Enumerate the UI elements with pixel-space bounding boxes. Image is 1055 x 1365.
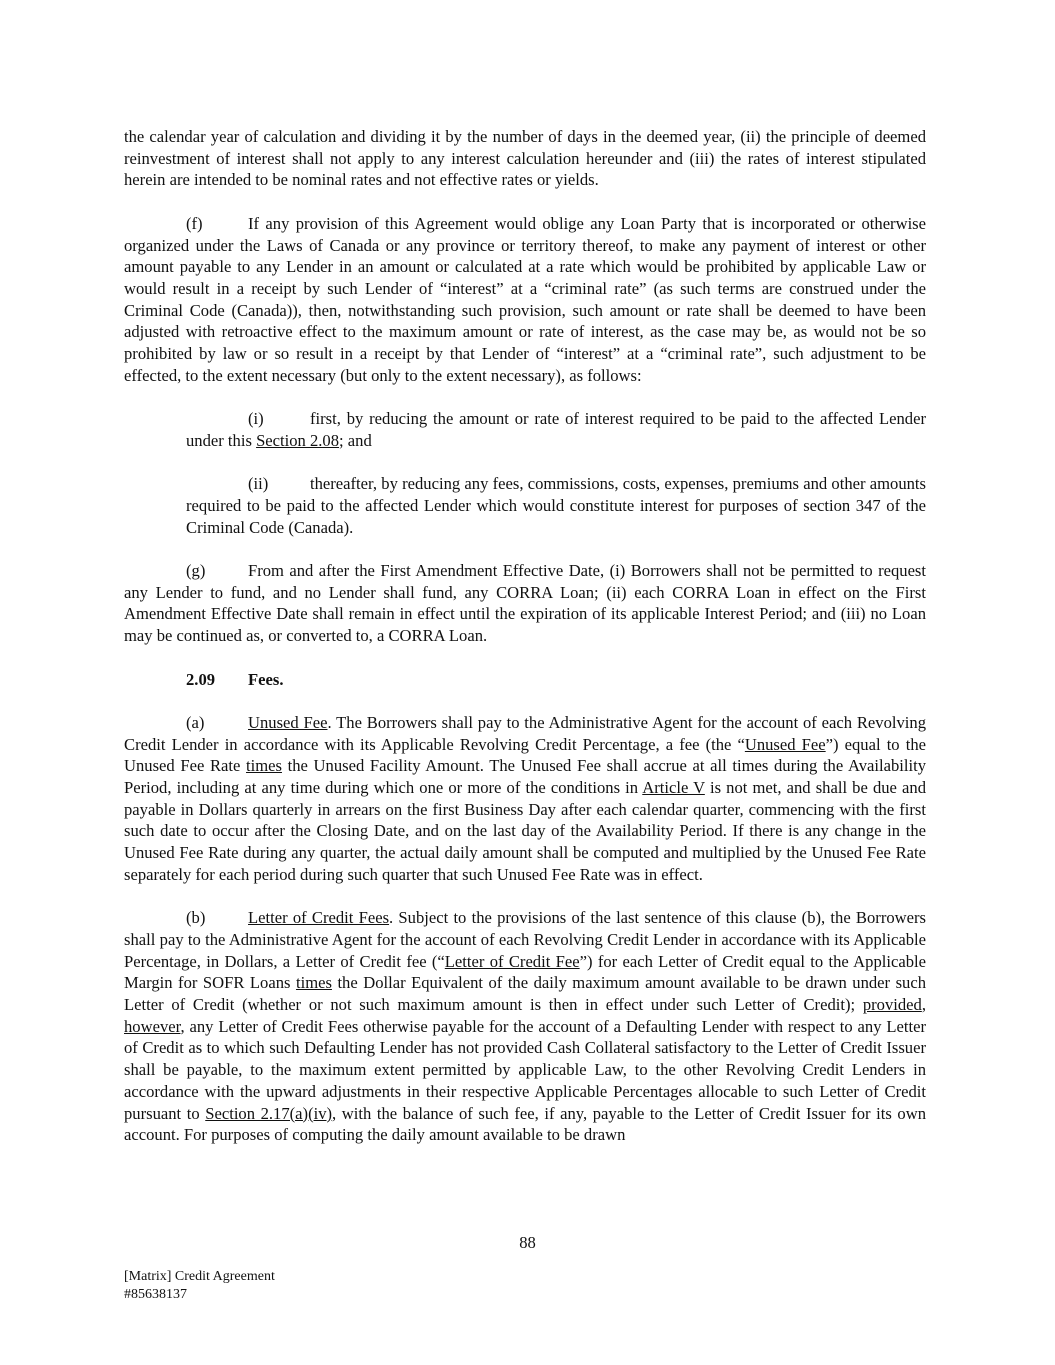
page-number: 88 (519, 1233, 536, 1252)
clause-g-label: (g) (186, 561, 206, 580)
section-2-17-ref: Section 2.17(a)(iv) (205, 1103, 333, 1123)
clause-a-label: (a) (186, 712, 205, 732)
footer-doc-id: #85638137 (124, 1286, 187, 1302)
clause-f (124, 213, 926, 387)
footer-title: [Matrix] Credit Agreement (124, 1269, 275, 1284)
clause-f-i: (i) first, by reducing the amount or rate of interest required to be paid to the affected Lender under this Section 2.08; and (186, 409, 926, 450)
clause-f-label: (f) (186, 213, 203, 233)
clause-b-label: (b) (186, 908, 206, 928)
paragraph-continuation: the calendar year of calculation and dividing it by the number of days in the deemed year, (ii) the principle of deemed reinvestment of interest shall not apply to any interest calculation hereunder and (iii) the rates of interest stipulated herein are intended to be nominal rates and not effective rates or yields. (124, 127, 926, 190)
clause-g: (g) From and after the First Amendment Effective Date, (i) Borrowers shall not be permitted to request any Lender to fund, and no Lender shall fund, any CORRA Loan; (ii) each CORRA Loan in effect on the First Amendment Effective Date shall remain in effect until the expiration of its applicable Interest Period; and (iii) no Loan may be continued as, or converted to, a CORRA Loan. (124, 561, 926, 646)
clause-a-unused-fee: (a) Unused Fee. The Borrowers shall pay to the Administrative Agent for the account of each Revolving Credit Lender in accordance with its Applicable Revolving Credit Percentage, a fee (the “Unused Fee”) equal to the Unused Fee Rate times the Unused Facility Amount. The Unused Fee shall accrue at all times during the Availability Period, including at any time during which one or more of the conditions in Article V is not met, and shall be due and payable in Dollars quarterly in arrears on the first Business Day after each calendar quarter, commencing with the first such date to occur after the Closing Date, and on the last day of the Availability Period. If there is any change in the Unused Fee Rate during any quarter, the actual daily amount shall be computed and multiplied by the Unused Fee Rate separately for each period during such quarter that such Unused Fee Rate was in effect. (124, 712, 926, 884)
article-v-ref: Article V (642, 778, 705, 797)
clause-b-lc-fees: (b) Letter of Credit Fees. Subject to the provisions of the last sentence of this clause (b), the Borrowers shall pay to the Administrative Agent for the account of each Revolving Credit Lender in accordance with its Applicable Percentage, in Dollars, a Letter of Credit fee (“Letter of Credit Fee”) for each Letter of Credit equal to the Applicable Margin for SOFR Loans times the Dollar Equivalent of the daily maximum amount available to be drawn under such Letter of Credit (whether or not such maximum amount is then in effect under such Letter of Credit); provided, however, any Letter of Credit Fees otherwise payable for the account of a Defaulting Lender with respect to any Letter of Credit as to which such Defaulting Lender has not provided Cash Collateral satisfactory to the Letter of Credit Issuer shall be payable, to the maximum extent permitted by applicable Law, to the other Revolving Credit Lenders in accordance with the upward adjustments in their respective Applicable Percentages allocable to such Letter of Credit pursuant to Section 2.17(a)(iv), with the balance of such fee, if any, payable to the Letter of Credit Issuer for its own account. For purposes of computing the daily amount available to be drawn (124, 908, 926, 1145)
section-title: Fees. (248, 669, 284, 689)
clause-f-text: If any provision of this Agreement would oblige any Loan Party that is incorporated or otherwise organized under the Laws of Canada or any province or territory thereof, to make any payment of interest or other amount payable to any Lender in an amount or calculated at a rate which would be prohibited by applicable Law or would result in a receipt by such Lender of “interest” at a “criminal rate” (as such terms are construed under the Criminal Code (Canada)), then, notwithstanding such provision, such amount or rate shall be deemed to have been adjusted with retroactive effect to the maximum amount or rate of interest, as the case may be, as would not be so prohibited by law or so result in a receipt by that Lender of “interest” at a “criminal rate”, such adjustment to be effected, to the extent necessary (but only to the extent necessary), as follows: (124, 213, 926, 385)
section-number: 2.09 (186, 669, 216, 689)
clause-f-ii: (ii) thereafter, by reducing any fees, commissions, costs, expenses, premiums and other amounts required to be paid to the affected Lender which would constitute interest for purposes of section 347 of the Criminal Code (Canada). (186, 474, 926, 537)
clause-f-i-label: (i) (248, 409, 264, 429)
clause-f-ii-label: (ii) (248, 474, 269, 494)
clause-a-title: Unused Fee (248, 712, 328, 732)
page-body (124, 126, 926, 1146)
footer (124, 1268, 275, 1303)
section-2-08-ref: Section 2.08 (256, 430, 340, 450)
section-heading (124, 669, 926, 691)
clause-b-title: Letter of Credit Fees (248, 908, 390, 928)
